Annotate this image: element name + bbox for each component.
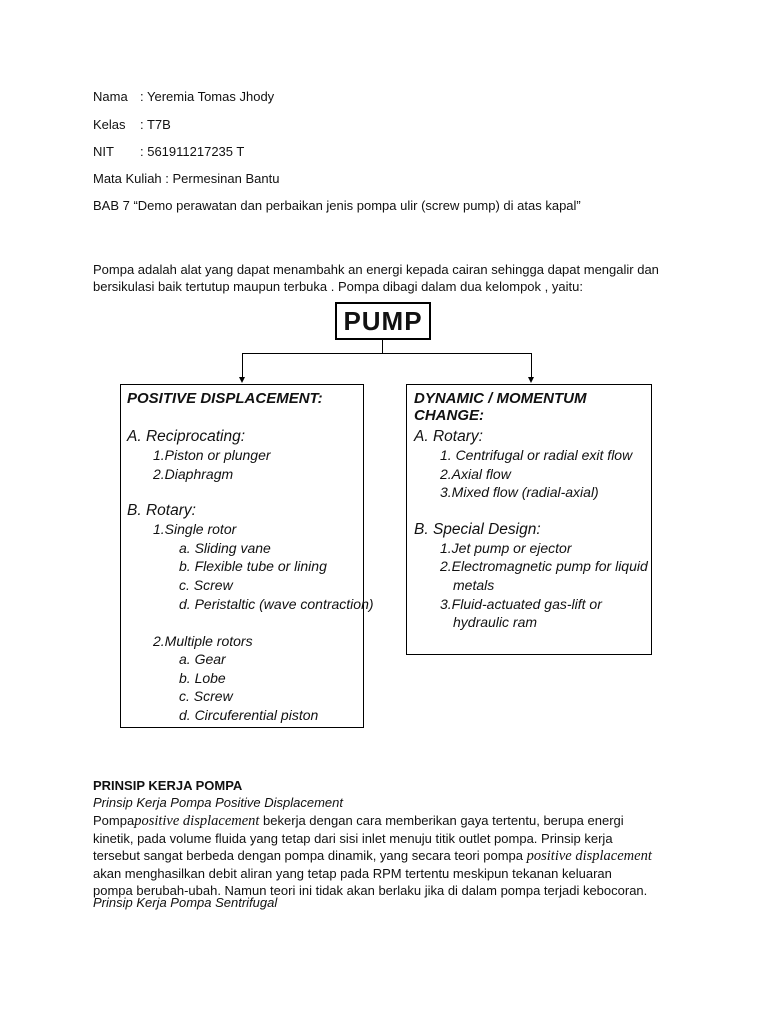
- section-subheading-2: Prinsip Kerja Pompa Sentrifugal: [93, 895, 278, 910]
- section-heading: PRINSIP KERJA POMPA: [93, 778, 243, 793]
- left-b1: 1.Single rotor: [153, 521, 237, 537]
- right-b3-cont: hydraulic ram: [453, 614, 538, 630]
- left-b2d: d. Circuferential piston: [179, 707, 319, 723]
- connector-left: [242, 353, 243, 377]
- right-b2-cont: metals: [453, 577, 495, 593]
- left-a2: 2.Diaphragm: [153, 466, 234, 482]
- arrow-right-icon: [528, 377, 534, 383]
- right-b3: 3.Fluid-actuated gas-lift or: [440, 596, 602, 612]
- field-nit: [93, 144, 244, 159]
- section-paragraph: [93, 812, 653, 899]
- dynamic-momentum-box: [406, 384, 652, 655]
- right-b1: 1.Jet pump or ejector: [440, 540, 572, 556]
- left-b2c: c. Screw: [179, 688, 233, 704]
- left-b-heading: B. Rotary:: [127, 502, 196, 519]
- connector-bar: [242, 353, 532, 354]
- left-b1c: c. Screw: [179, 577, 233, 593]
- connector-right: [531, 353, 532, 377]
- right-box-title: DYNAMIC / MOMENTUM CHANGE:: [414, 390, 587, 424]
- left-b1d: d. Peristaltic (wave contraction): [179, 596, 374, 612]
- intro-paragraph: Pompa adalah alat yang dapat menambahk an energi kepada cairan sehingga dapat mengalir dan bersikulasi baik tertutup maupun terbuka . Pompa dibagi dalam dua kelompok , yaitu:: [93, 262, 659, 294]
- section-subheading-1: Prinsip Kerja Pompa Positive Displacement: [93, 795, 343, 810]
- nit-value: : 561911217235 T: [140, 144, 245, 159]
- left-a-heading: A. Reciprocating:: [127, 428, 246, 445]
- right-a1: 1. Centrifugal or radial exit flow: [440, 447, 633, 463]
- right-a2: 2.Axial flow: [440, 466, 511, 482]
- right-b-heading: B. Special Design:: [414, 521, 541, 538]
- p1-a: bekerja dengan cara memberikan gaya tertentu, berupa energi kinetik, pada volume fluida yang tetap dari sisi inlet menuju titik outlet pompa. Prinsip kerja tersebut sangat berbeda dengan pompa dinamik, yang secara teori pompa: [93, 813, 624, 863]
- nama-value: : Yeremia Tomas Jhody: [140, 89, 275, 104]
- p1-pre: Pompa: [93, 813, 135, 828]
- left-box-title: POSITIVE DISPLACEMENT:: [127, 390, 323, 407]
- field-kelas: [93, 117, 171, 132]
- left-b2b: b. Lobe: [179, 670, 226, 686]
- p1-term-2: positive displacement: [526, 848, 652, 864]
- field-bab: BAB 7 “Demo perawatan dan perbaikan jenis pompa ulir (screw pump) di atas kapal”: [93, 198, 581, 213]
- right-b2: 2.Electromagnetic pump for liquid: [440, 558, 648, 574]
- arrow-left-icon: [239, 377, 245, 383]
- kelas-value: : T7B: [140, 117, 171, 132]
- nit-label: NIT: [93, 144, 114, 159]
- right-a3: 3.Mixed flow (radial-axial): [440, 484, 599, 500]
- field-mata-kuliah: Mata Kuliah : Permesinan Bantu: [93, 171, 280, 186]
- positive-displacement-box: [120, 384, 374, 728]
- kelas-label: Kelas: [93, 117, 126, 132]
- right-a-heading: A. Rotary:: [414, 428, 483, 445]
- left-b2: 2.Multiple rotors: [153, 633, 253, 649]
- left-b2a: a. Gear: [179, 651, 226, 667]
- p1-term: positive displacement: [134, 813, 260, 829]
- nama-label: Nama: [93, 89, 128, 104]
- connector-stem: [382, 340, 383, 354]
- field-nama: [93, 89, 274, 104]
- pump-root-box: PUMP: [335, 302, 431, 340]
- left-b1b: b. Flexible tube or lining: [179, 558, 327, 574]
- p1-b: akan menghasilkan debit aliran yang tetap pada RPM tertentu meskipun tekanan keluaran pompa berubah-ubah. Namun teori ini tidak akan berlaku jika di dalam pompa terjadi kebocoran.: [93, 866, 648, 898]
- left-a1: 1.Piston or plunger: [153, 447, 271, 463]
- left-b1a: a. Sliding vane: [179, 540, 271, 556]
